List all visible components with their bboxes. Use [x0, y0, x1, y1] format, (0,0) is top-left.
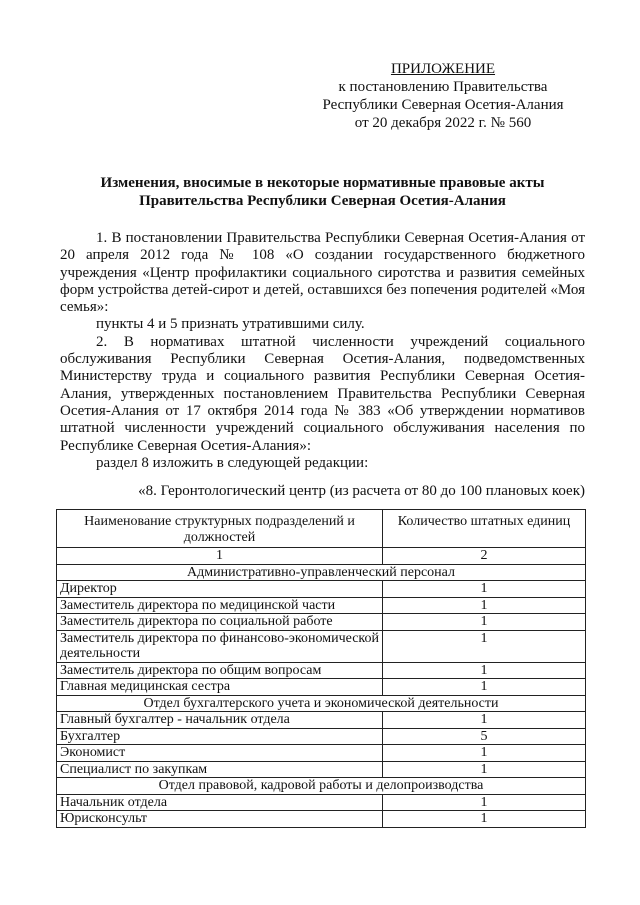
staff-count: 1 — [383, 597, 586, 614]
position-name: Заместитель директора по социальной работе — [57, 614, 383, 631]
table-row — [57, 679, 586, 696]
section-title: Отдел правовой, кадровой работы и делопроизводства — [57, 778, 586, 795]
position-name: Юрисконсульт — [57, 811, 383, 828]
position-name: Экономист — [57, 745, 383, 762]
table-row — [57, 712, 586, 729]
column-number-row — [57, 548, 586, 565]
document-body — [60, 230, 585, 472]
appendix-block — [300, 60, 586, 132]
section-title: Административно-управленческий персонал — [57, 564, 586, 581]
position-name: Заместитель директора по общим вопросам — [57, 662, 383, 679]
section-row — [57, 778, 586, 795]
table-row — [57, 761, 586, 778]
position-name: Бухгалтер — [57, 728, 383, 745]
position-name: Главный бухгалтер - начальник отдела — [57, 712, 383, 729]
staff-count: 1 — [383, 811, 586, 828]
appendix-line-1: к постановлению Правительства — [338, 79, 548, 95]
title-line-2: Правительства Республики Северная Осетия-Алания — [139, 193, 506, 209]
header-cell-count: Количество штатных единиц — [383, 510, 586, 548]
column-number: 2 — [383, 548, 586, 565]
staff-count: 1 — [383, 794, 586, 811]
staff-count: 1 — [383, 630, 586, 662]
section-row — [57, 564, 586, 581]
appendix-line-3: от 20 декабря 2022 г. № 560 — [354, 115, 532, 131]
paragraph-2: пункты 4 и 5 признать утратившими силу. — [96, 316, 365, 333]
paragraph-4: раздел 8 изложить в следующей редакции: — [96, 454, 369, 471]
appendix-heading: ПРИЛОЖЕНИЕ — [390, 61, 496, 77]
staff-count: 1 — [383, 712, 586, 729]
table-caption: «8. Геронтологический центр (из расчета от 80 до 100 плановых коек) — [138, 483, 585, 499]
staff-count: 1 — [383, 761, 586, 778]
position-name: Начальник отдела — [57, 794, 383, 811]
position-name: Директор — [57, 581, 383, 598]
column-number: 1 — [57, 548, 383, 565]
header-cell-name: Наименование структурных подразделений и должностей — [57, 510, 383, 548]
table-row — [57, 614, 586, 631]
paragraph-3: 2. В нормативах штатной численности учреждений социального обслуживания Республики Северная Осетия-Алания, подведомственных Министерству труда и социального развития Республики Северная Осетия-Алания, утвержденных постановлением Правительства Республики Северная Осетия-Алания от 17 октября 2014 года № 383 «Об утверждении нормативов штатной численности учреждений социального обслуживания населения по Республике Северная Осетия-Алания»: — [60, 333, 585, 454]
title-line-1: Изменения, вносимые в некоторые нормативные правовые акты — [100, 175, 545, 191]
staff-count: 1 — [383, 614, 586, 631]
document-title — [60, 174, 585, 210]
paragraph-1: 1. В постановлении Правительства Республики Северная Осетия-Алания от 20 апреля 2012 года № 108 «О создании государственного бюджетного учреждения «Центр профилактики социального сиротства и развития семейных форм устройства детей-сирот и детей, оставшихся без попечения родителей «Моя семья»: — [60, 230, 585, 316]
staff-count: 1 — [383, 745, 586, 762]
table-row — [57, 581, 586, 598]
position-name: Специалист по закупкам — [57, 761, 383, 778]
table-row — [57, 811, 586, 828]
staff-count: 5 — [383, 728, 586, 745]
staff-count: 1 — [383, 581, 586, 598]
position-name: Заместитель директора по медицинской части — [57, 597, 383, 614]
table-row — [57, 794, 586, 811]
appendix-line-2: Республики Северная Осетия-Алания — [322, 97, 564, 113]
position-name: Главная медицинская сестра — [57, 679, 383, 696]
table-row — [57, 630, 586, 662]
table-row — [57, 597, 586, 614]
table-row — [57, 728, 586, 745]
table-row — [57, 662, 586, 679]
staff-count: 1 — [383, 679, 586, 696]
section-title: Отдел бухгалтерского учета и экономической деятельности — [57, 695, 586, 712]
position-name: Заместитель директора по финансово-экономической деятельности — [57, 630, 383, 662]
table-row — [57, 745, 586, 762]
staff-table — [56, 509, 586, 828]
staff-count: 1 — [383, 662, 586, 679]
section-row — [57, 695, 586, 712]
